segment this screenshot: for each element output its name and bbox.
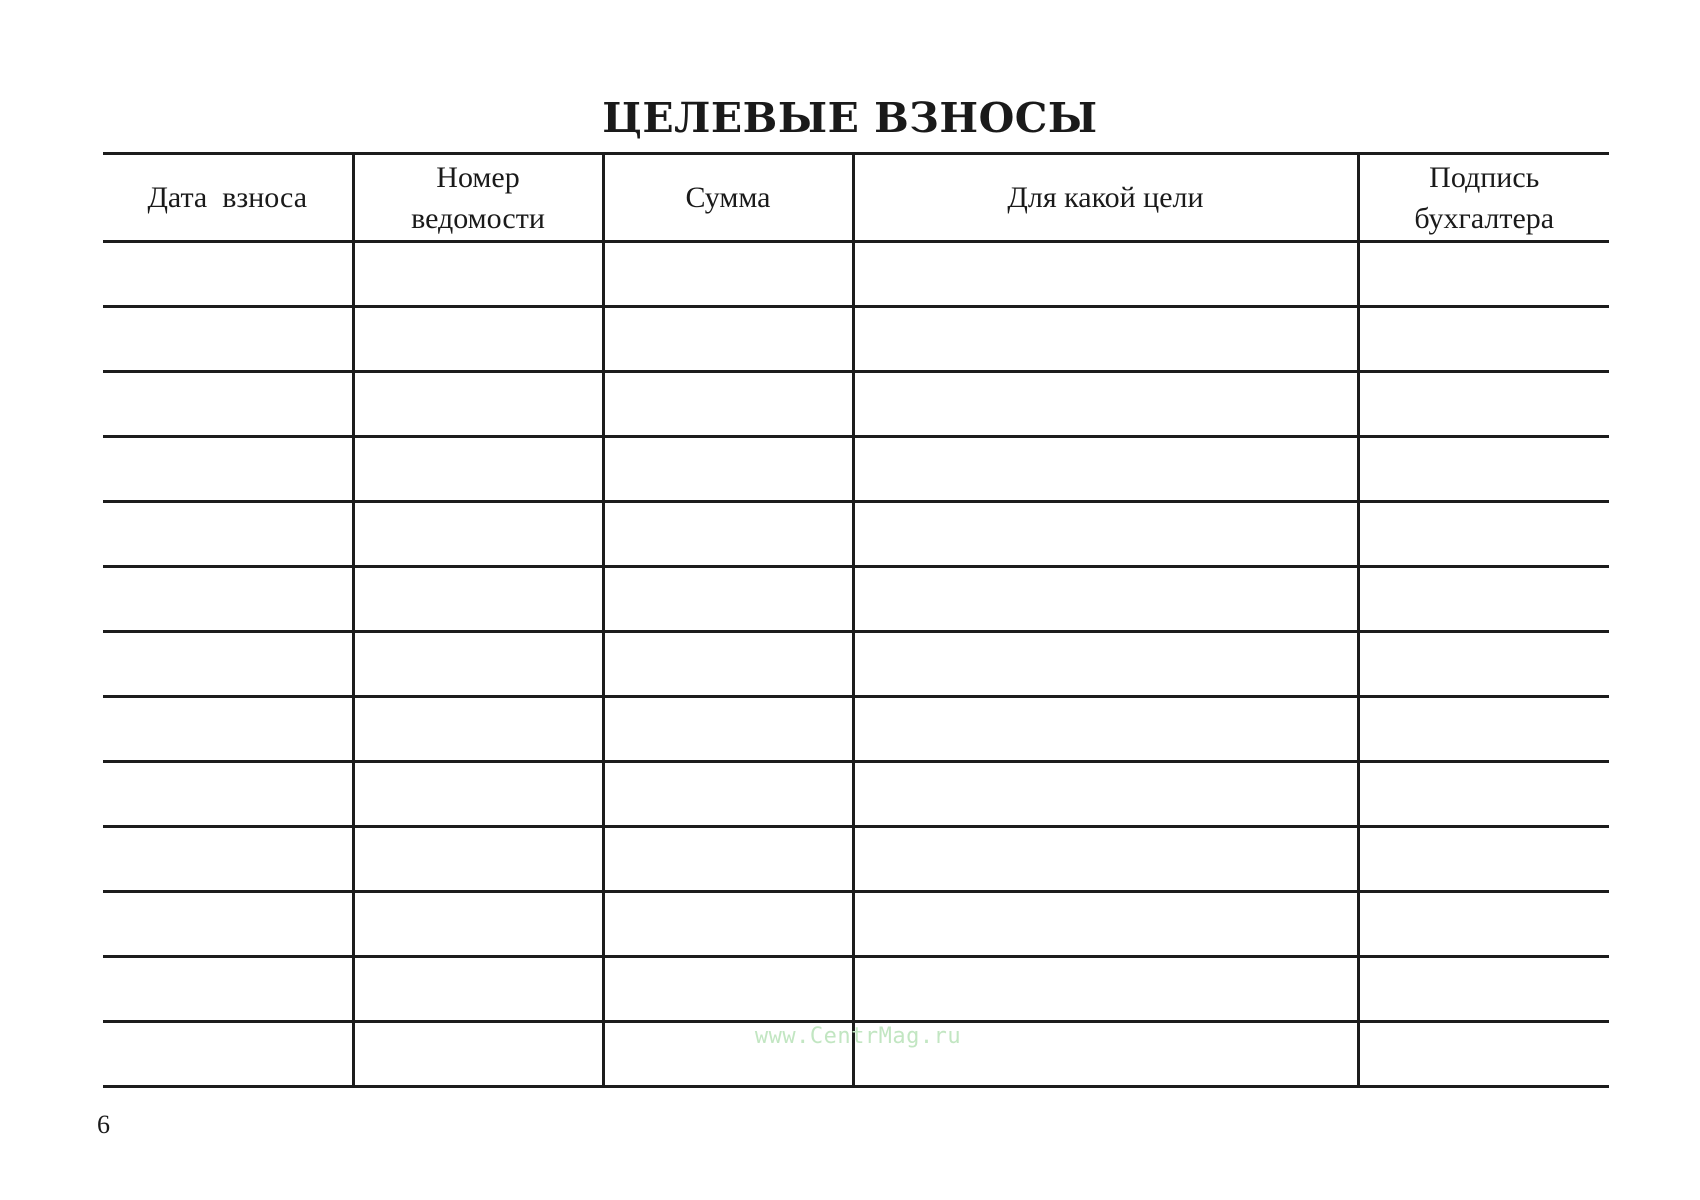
purpose-cell bbox=[853, 827, 1358, 892]
signature-cell bbox=[1358, 502, 1609, 567]
purpose-cell bbox=[853, 567, 1358, 632]
purpose-cell bbox=[853, 632, 1358, 697]
amount-cell bbox=[603, 697, 853, 762]
signature-cell bbox=[1358, 567, 1609, 632]
amount-cell bbox=[603, 762, 853, 827]
date-cell bbox=[103, 762, 353, 827]
date-cell bbox=[103, 502, 353, 567]
date-cell bbox=[103, 827, 353, 892]
table-row bbox=[103, 827, 1609, 892]
date-cell bbox=[103, 307, 353, 372]
table-row bbox=[103, 957, 1609, 1022]
statement-number-cell bbox=[353, 437, 603, 502]
statement-number-cell bbox=[353, 697, 603, 762]
column-header-purpose: Для какой цели bbox=[853, 154, 1358, 242]
statement-number-cell bbox=[353, 762, 603, 827]
column-header-accountant-signature: Подпись бухгалтера bbox=[1358, 154, 1609, 242]
date-cell bbox=[103, 372, 353, 437]
signature-cell bbox=[1358, 372, 1609, 437]
signature-cell bbox=[1358, 762, 1609, 827]
statement-number-cell bbox=[353, 957, 603, 1022]
date-cell bbox=[103, 697, 353, 762]
watermark: www.CentrMag.ru bbox=[754, 1024, 962, 1049]
table-row bbox=[103, 372, 1609, 437]
purpose-cell bbox=[853, 762, 1358, 827]
purpose-cell bbox=[853, 437, 1358, 502]
amount-cell bbox=[603, 957, 853, 1022]
purpose-cell bbox=[853, 697, 1358, 762]
page-title: ЦЕЛЕВЫЕ ВЗНОСЫ bbox=[602, 94, 1098, 142]
table-header-row bbox=[103, 154, 1609, 242]
table-row bbox=[103, 307, 1609, 372]
contributions-table bbox=[103, 152, 1609, 1088]
table-row bbox=[103, 567, 1609, 632]
date-cell bbox=[103, 892, 353, 957]
statement-number-cell bbox=[353, 632, 603, 697]
amount-cell bbox=[603, 372, 853, 437]
page-number: 6 bbox=[97, 1110, 110, 1139]
table-row bbox=[103, 502, 1609, 567]
table-row bbox=[103, 697, 1609, 762]
amount-cell bbox=[603, 632, 853, 697]
table-row bbox=[103, 242, 1609, 307]
signature-cell bbox=[1358, 892, 1609, 957]
amount-cell bbox=[603, 437, 853, 502]
date-cell bbox=[103, 437, 353, 502]
date-cell bbox=[103, 632, 353, 697]
amount-cell bbox=[603, 242, 853, 307]
signature-cell bbox=[1358, 437, 1609, 502]
purpose-cell bbox=[853, 307, 1358, 372]
purpose-cell bbox=[853, 372, 1358, 437]
column-header-amount: Сумма bbox=[603, 154, 853, 242]
amount-cell bbox=[603, 567, 853, 632]
purpose-cell bbox=[853, 502, 1358, 567]
statement-number-cell bbox=[353, 892, 603, 957]
purpose-cell bbox=[853, 892, 1358, 957]
purpose-cell bbox=[853, 242, 1358, 307]
statement-number-cell bbox=[353, 827, 603, 892]
table-row bbox=[103, 632, 1609, 697]
amount-cell bbox=[603, 502, 853, 567]
amount-cell bbox=[603, 892, 853, 957]
date-cell bbox=[103, 957, 353, 1022]
statement-number-cell bbox=[353, 502, 603, 567]
table-row bbox=[103, 762, 1609, 827]
column-header-date: Дата взноса bbox=[103, 154, 353, 242]
statement-number-cell bbox=[353, 567, 603, 632]
statement-number-cell bbox=[353, 372, 603, 437]
signature-cell bbox=[1358, 697, 1609, 762]
purpose-cell bbox=[853, 957, 1358, 1022]
statement-number-cell bbox=[353, 242, 603, 307]
signature-cell bbox=[1358, 957, 1609, 1022]
signature-cell bbox=[1358, 307, 1609, 372]
table-body bbox=[103, 242, 1609, 1087]
table-row bbox=[103, 437, 1609, 502]
statement-number-cell bbox=[353, 307, 603, 372]
table-row bbox=[103, 892, 1609, 957]
signature-cell bbox=[1358, 632, 1609, 697]
amount-cell bbox=[603, 307, 853, 372]
signature-cell bbox=[1358, 827, 1609, 892]
date-cell bbox=[103, 242, 353, 307]
column-header-statement-number: Номер ведомости bbox=[353, 154, 603, 242]
amount-cell bbox=[603, 827, 853, 892]
signature-cell bbox=[1358, 242, 1609, 307]
date-cell bbox=[103, 567, 353, 632]
